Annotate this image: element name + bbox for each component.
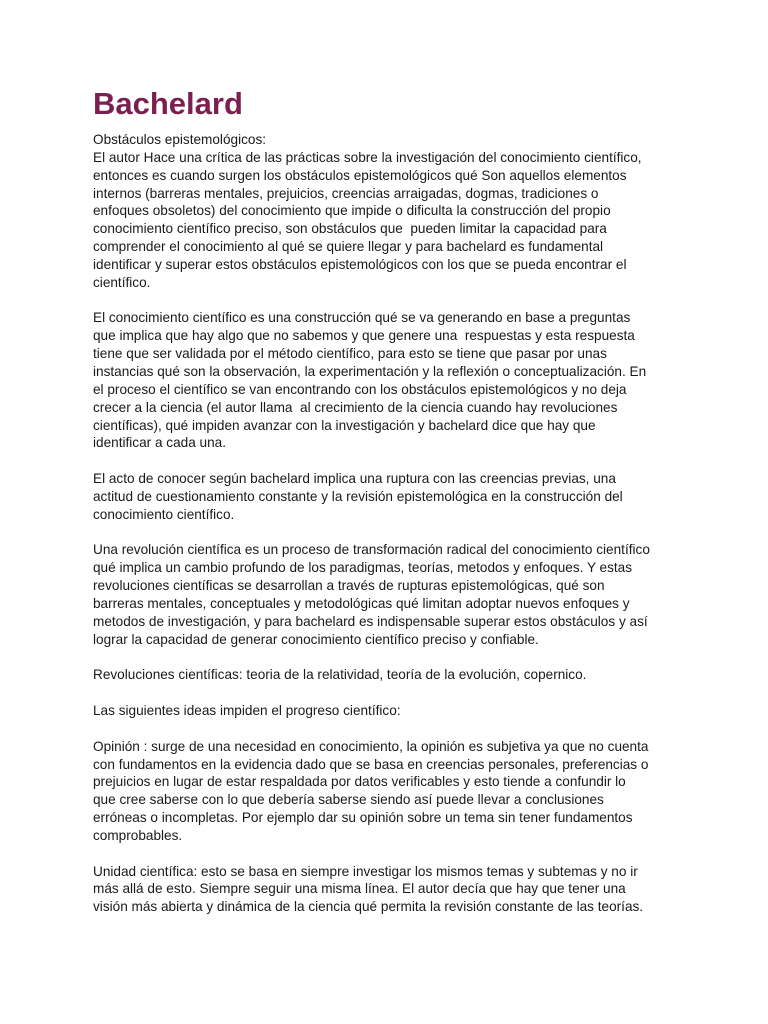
text-line: entonces es cuando surgen los obstáculos epistemológicos qué Son aquellos elementos	[93, 167, 627, 183]
text-line: con fundamentos en la evidencia dado que se basa en creencias personales, preferencias o	[93, 756, 649, 772]
text-line: enfoques obsoletos) del conocimiento que impide o dificulta la construcción del propio	[93, 203, 611, 219]
text-line: revoluciones científicas se desarrollan a través de rupturas epistemológicas, qué son	[93, 578, 605, 594]
text-line: conocimiento científico.	[93, 506, 235, 522]
paragraph	[93, 702, 693, 720]
text-line: lograr la capacidad de generar conocimiento científico preciso y confiable.	[93, 631, 539, 647]
paragraph	[93, 738, 693, 845]
paragraph	[93, 666, 693, 684]
document-body	[93, 131, 693, 934]
text-line: actitud de cuestionamiento constante y la revisión epistemológica en la construcción del	[93, 488, 623, 504]
text-line: Obstáculos epistemológicos:	[93, 132, 267, 147]
text-line: identificar y superar estos obstáculos epistemológicos con los que se pueda encontrar el	[93, 256, 627, 272]
document-title: Bachelard	[93, 86, 243, 121]
text-line: crecer a la ciencia (el autor llama al crecimiento de la ciencia cuando hay revoluciones	[93, 399, 618, 415]
text-line: El conocimiento científico es una construcción qué se va generando en base a preguntas	[93, 310, 631, 326]
paragraph	[93, 131, 693, 292]
paragraph	[93, 863, 693, 917]
text-line: internos (barreras mentales, prejuicios, creencias arraigadas, dogmas, tradiciones o	[93, 185, 599, 201]
text-line: identificar a cada una.	[93, 435, 227, 451]
text-line: El acto de conocer según bachelard implica una ruptura con las creencias previas, una	[93, 471, 616, 487]
text-line: prejuicios en lugar de estar respaldada por datos verificables y esto tiende a confundir lo	[93, 774, 626, 790]
text-line: científico.	[93, 274, 151, 290]
paragraph	[93, 309, 693, 452]
text-line: Unidad científica: esto se basa en siempre investigar los mismos temas y subtemas y no ir	[93, 863, 638, 879]
text-line: más allá de esto. Siempre seguir una misma línea. El autor decía que hay que tener una	[93, 881, 626, 897]
text-line: que cree saberse con lo que debería saberse siendo así puede llevar a conclusiones	[93, 792, 604, 808]
text-line: barreras mentales, conceptuales y metodológicas qué limitan adoptar nuevos enfoques y	[93, 595, 630, 611]
text-line: Revoluciones científicas: teoria de la relatividad, teoría de la evolución, copernico.	[93, 667, 587, 683]
text-line: erróneas o incompletas. Por ejemplo dar su opinión sobre un tema sin tener fundamentos	[93, 810, 633, 826]
text-line: Una revolución científica es un proceso de transformación radical del conocimiento científico	[93, 542, 650, 558]
text-line: Las siguientes ideas impiden el progreso científico:	[93, 703, 401, 718]
text-line: Opinión : surge de una necesidad en conocimiento, la opinión es subjetiva ya que no cuenta	[93, 738, 649, 754]
text-line: comprender el conocimiento al qué se quiere llegar y para bachelard es fundamental	[93, 239, 604, 255]
text-line: conocimiento científico preciso, son obstáculos que pueden limitar la capacidad para	[93, 221, 607, 237]
text-line: El autor Hace una crítica de las prácticas sobre la investigación del conocimiento científico,	[93, 149, 642, 165]
text-line: científicas), qué impiden avanzar con la investigación y bachelard dice que hay que	[93, 417, 596, 433]
paragraph	[93, 541, 693, 648]
paragraph	[93, 470, 693, 524]
text-line: instancias qué son la observación, la experimentación y la reflexión o conceptualización. En	[93, 363, 647, 379]
text-line: visión más abierta y dinámica de la ciencia qué permita la revisión constante de las teorías.	[93, 899, 644, 915]
text-line: que implica que hay algo que no sabemos y que genere una respuestas y esta respuesta	[93, 328, 635, 344]
text-line: el proceso el científico se van encontrando con los obstáculos epistemológicos y no deja	[93, 381, 627, 397]
text-line: metodos de investigación, y para bachelard es indispensable superar estos obstáculos y así	[93, 613, 648, 629]
text-line: comprobables.	[93, 827, 183, 843]
text-line: qué implica un cambio profundo de los paradigmas, teorías, metodos y enfoques. Y estas	[93, 560, 633, 576]
text-line: tiene que ser validada por el método científico, para esto se tiene que pasar por unas	[93, 346, 607, 362]
